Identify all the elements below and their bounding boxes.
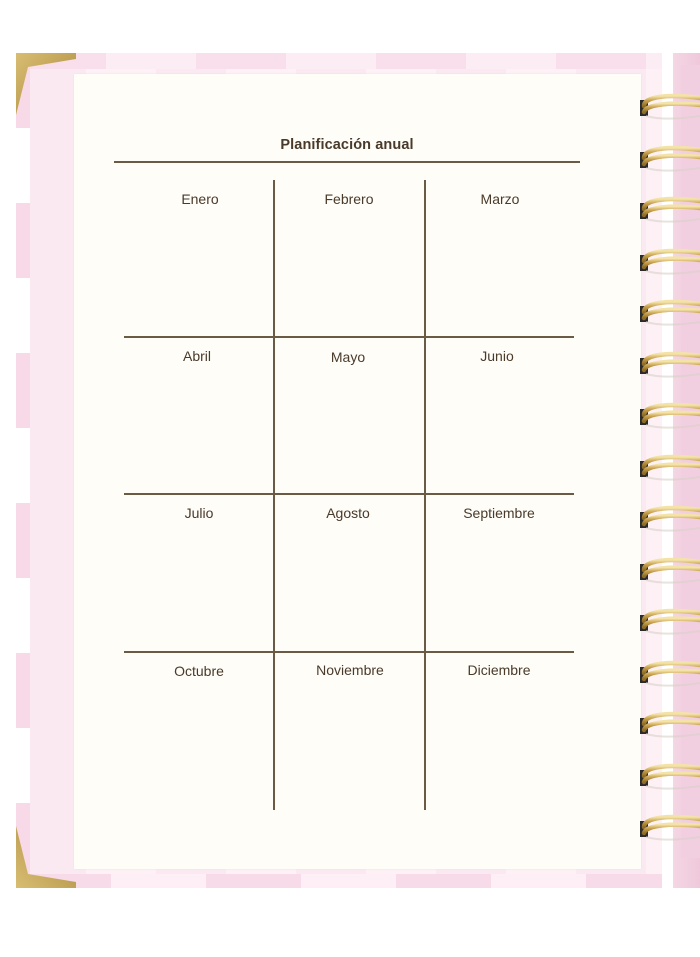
grid-horizontal-line-2 [124,493,574,495]
spiral-ring-icon [640,710,700,740]
month-cell-enero[interactable]: Enero [181,191,219,207]
spiral-ring-icon [640,813,700,843]
spiral-ring-icon [640,298,700,328]
title-underline [114,161,580,163]
spiral-ring-icon [640,556,700,586]
month-cell-junio[interactable]: Junio [480,348,514,364]
grid-vertical-line-1 [273,180,275,810]
grid-vertical-line-2 [424,180,426,810]
month-cell-mayo[interactable]: Mayo [330,349,366,365]
cover-stripe-bottom [16,874,662,888]
spiral-ring-icon [640,350,700,380]
month-cell-noviembre[interactable]: Noviembre [316,662,384,678]
spiral-ring-icon [640,453,700,483]
spiral-ring-icon [640,504,700,534]
gold-corner-bottom-left-icon [16,826,76,888]
page-title: Planificación anual [280,137,414,153]
grid-horizontal-line-3 [124,651,574,653]
cover-stripe-left [16,53,30,888]
month-cell-octubre[interactable]: Octubre [174,663,224,679]
month-cell-julio[interactable]: Julio [184,505,214,521]
month-cell-agosto[interactable]: Agosto [326,505,370,521]
spiral-ring-icon [640,144,700,174]
spiral-ring-icon [640,659,700,689]
gold-corner-top-left-icon [16,53,76,115]
month-cell-septiembre[interactable]: Septiembre [463,505,535,521]
month-cell-diciembre[interactable]: Diciembre [467,662,531,678]
spiral-ring-icon [640,401,700,431]
month-cell-febrero[interactable]: Febrero [324,191,374,207]
spiral-ring-icon [640,762,700,792]
month-cell-abril[interactable]: Abril [182,348,211,364]
cover-stripe-top [16,53,662,69]
month-cell-marzo[interactable]: Marzo [480,191,520,207]
spiral-ring-icon [640,195,700,225]
spiral-ring-icon [640,247,700,277]
spiral-ring-icon [640,92,700,122]
grid-horizontal-line-1 [124,336,574,338]
spiral-ring-icon [640,607,700,637]
